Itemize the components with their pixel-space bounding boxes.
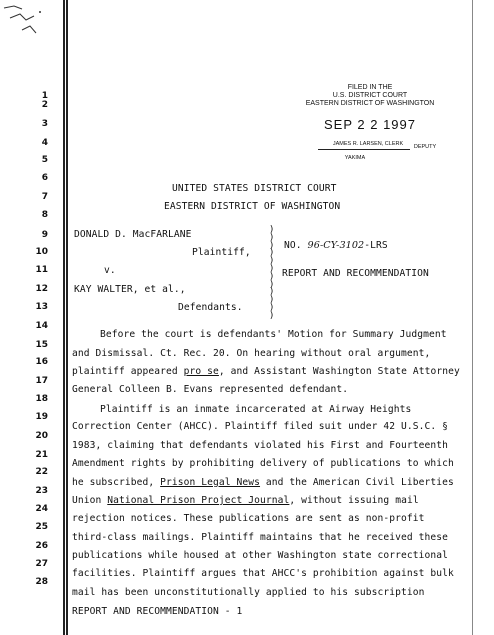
body-text: Union: [72, 495, 108, 506]
case-number-suffix: -LRS: [364, 240, 388, 251]
line-number: 6: [41, 173, 48, 183]
line-number: 10: [35, 247, 48, 257]
stamp-clerk: JAMES R. LARSEN, CLERK: [332, 141, 404, 147]
caption-bracket: ) ) ) ) ) ) ) ) ) ) ) ): [269, 225, 275, 321]
body-text: , and Assistant Washington State Attorney: [218, 366, 460, 377]
line-number: 24: [35, 504, 48, 514]
stamp-filed: FILED IN THE: [347, 84, 393, 91]
body-line: [72, 366, 460, 377]
line-number: 12: [35, 284, 48, 294]
case-number-handwritten: 96-CY-3102: [307, 240, 365, 251]
court-title: UNITED STATES DISTRICT COURT: [172, 183, 337, 194]
line-number: 14: [35, 321, 48, 331]
stamp-place: YAKIMA: [344, 155, 366, 161]
stamp-signature-line: [318, 149, 410, 150]
line-number: 8: [41, 210, 48, 220]
line-number: 25: [35, 522, 48, 532]
plaintiff-name: DONALD D. MacFARLANE: [74, 229, 192, 240]
line-number: 15: [35, 340, 48, 350]
left-margin-rule: [63, 0, 65, 635]
body-text: plaintiff appeared: [72, 366, 184, 377]
line-number: 22: [35, 467, 48, 477]
page-footer: REPORT AND RECOMMENDATION - 1: [72, 606, 243, 617]
body-line: [72, 495, 419, 506]
right-margin-rule: [472, 0, 473, 635]
line-number: 27: [35, 559, 48, 569]
body-line: Amendment rights by prohibiting delivery of publications to which: [72, 458, 454, 469]
body-line: publications while housed at other Washington state correctional: [72, 550, 449, 561]
line-number: 4: [41, 138, 48, 148]
body-line: Plaintiff is an inmate incarcerated at Airway Heights: [100, 404, 412, 415]
line-number: 1: [41, 91, 48, 101]
body-line: [72, 477, 454, 488]
line-number: 7: [41, 192, 48, 202]
line-number: 28: [35, 577, 48, 587]
body-line: mail has been unconstitutionally applied to his subscription: [72, 587, 425, 598]
line-number: 23: [35, 486, 48, 496]
body-line: 1983, claiming that defendants violated his First and Fourteenth: [72, 440, 449, 451]
line-number: 2: [41, 100, 48, 110]
line-number: 19: [35, 412, 48, 422]
line-number: 20: [35, 431, 48, 441]
line-number: 11: [35, 265, 48, 275]
handwritten-mark: [0, 0, 60, 40]
court-district: EASTERN DISTRICT OF WASHINGTON: [164, 201, 341, 212]
body-line: General Colleen B. Evans represented defendant.: [72, 384, 349, 395]
body-line: Before the court is defendants' Motion for Summary Judgment: [100, 329, 447, 340]
defendant-role: Defendants.: [178, 302, 243, 313]
line-number: 5: [41, 155, 48, 165]
stamp-district: EASTERN DISTRICT OF WASHINGTON: [305, 100, 435, 107]
body-line: and Dismissal. Ct. Rec. 20. On hearing without oral argument,: [72, 348, 431, 359]
stamp-date: SEP 2 2 1997: [324, 117, 416, 132]
pro-se-term: pro se: [183, 366, 219, 377]
stamp-court: U.S. DISTRICT COURT: [332, 92, 408, 99]
defendant-name: KAY WALTER, et al.,: [74, 284, 186, 295]
body-text: , without issuing mail: [289, 495, 419, 506]
line-number: 18: [35, 394, 48, 404]
line-number: 26: [35, 541, 48, 551]
publication-title: Prison Legal News: [160, 477, 261, 488]
line-number: 9: [41, 230, 48, 240]
document-title: REPORT AND RECOMMENDATION: [282, 268, 429, 279]
body-line: third-class mailings. Plaintiff maintains that he received these: [72, 532, 449, 543]
case-number: [284, 240, 388, 251]
line-number: 17: [35, 376, 48, 386]
line-number: 21: [35, 450, 48, 460]
line-number: 3: [41, 119, 48, 129]
stamp-deputy: DEPUTY: [413, 144, 437, 150]
left-margin-rule-inner: [66, 0, 68, 635]
body-text: he subscribed,: [72, 477, 161, 488]
body-line: facilities. Plaintiff argues that AHCC's prohibition against bulk: [72, 568, 454, 579]
line-number: 13: [35, 302, 48, 312]
body-text: and the American Civil Liberties: [260, 477, 454, 488]
plaintiff-role: Plaintiff,: [192, 247, 251, 258]
publication-title: National Prison Project Journal: [107, 495, 290, 506]
body-line: Correction Center (AHCC). Plaintiff filed suit under 42 U.S.C. §: [72, 421, 449, 432]
line-number: 16: [35, 357, 48, 367]
case-number-prefix: NO.: [284, 240, 302, 251]
body-line: rejection notices. These publications are sent as non-profit: [72, 513, 425, 524]
versus: v.: [104, 265, 116, 276]
